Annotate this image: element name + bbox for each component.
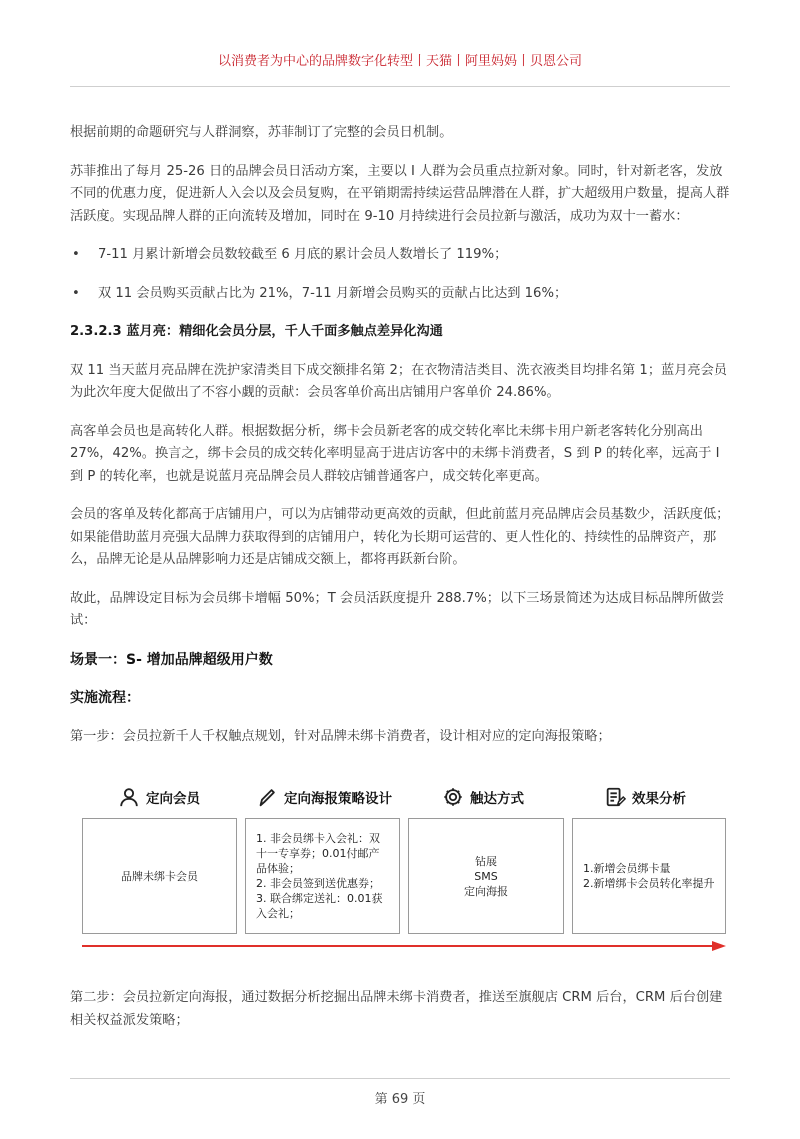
bullet-dot: • — [72, 247, 80, 262]
step-two-text: 第二步：会员拉新定向海报，通过数据分析挖掘出品牌未绑卡消费者，推送至旗舰店 CRM 后台，CRM 后台创建相关权益派发策略； — [70, 990, 723, 1028]
main-content-continued — [70, 987, 730, 1048]
paragraph-sophie-plan: 苏菲推出了每月 25-26 日的品牌会员日活动方案，主要以 I 人群为会员重点拉新对象。同时，针对新老客，发放不同的优惠力度，促进新人入会以及会员复购，在平销期需持续运营品牌潜在人群，扩大超级用户数量，提高人群活跃度。实现品牌人群的正向流转及增加，同时在 9-10 月持续进行会员拉新与激活，成功为双十一蓄水： — [70, 163, 730, 224]
document-edit-icon — [604, 786, 626, 808]
flow-headers — [82, 784, 726, 810]
footer-divider — [70, 1078, 730, 1079]
person-icon — [118, 786, 140, 808]
flow-header-effect — [604, 784, 686, 810]
poster-item: 2. 非会员签到送优惠券； — [256, 877, 380, 890]
paragraph-double11: 双 11 当天蓝月亮品牌在洗护家清类目下成交额排名第 2；在衣物清洁类目、洗衣液类目均排名第 1；蓝月亮会员为此次年度大促做出了不容小觑的贡献：会员客单价高出店铺用户客单价 24.86%。 — [70, 362, 727, 400]
flow-header-target — [118, 784, 200, 810]
flow-header-poster — [256, 784, 392, 810]
main-content — [70, 122, 730, 762]
scene-title: 场景一：S- 增加品牌超级用户数 — [70, 651, 273, 668]
page-header: 以消费者为中心的品牌数字化转型丨天猫丨阿里妈妈丨贝恩公司 — [217, 54, 582, 69]
flow-box-target — [82, 818, 237, 934]
bullet-text: 双 11 会员购买贡献占比为 21%，7-11 月新增会员购买的贡献占比达到 16%； — [98, 285, 568, 301]
step-one-text: 第一步：会员拉新千人千权触点规划，针对品牌未绑卡消费者，设计相对应的定向海报策略； — [70, 728, 611, 744]
poster-item: 1. 非会员绑卡入会礼：双十一专享券；0.01付邮产品体验； — [256, 832, 380, 875]
flow-header-label: 定向海报策略设计 — [284, 791, 392, 807]
section-heading: 2.3.2.3 蓝月亮：精细化会员分层，千人千面多触点差异化沟通 — [70, 324, 443, 339]
paragraph-member-value: 会员的客单及转化都高于店铺用户，可以为店铺带动更高效的贡献，但此前蓝月亮品牌店会员基数少，活跃度低；如果能借助蓝月亮强大品牌力获取得到的店铺用户，转化为长期可运营的、更人性化的、持续性的品牌资产，那么，品牌无论是从品牌影响力还是店铺成交额上，都将再跃新台阶。 — [70, 507, 730, 567]
flow-box-text — [246, 831, 399, 921]
reach-item: SMS — [474, 869, 498, 883]
flow-header-label: 定向会员 — [146, 791, 200, 807]
flow-box-text — [573, 861, 725, 891]
bullet-item — [70, 244, 730, 267]
paragraph-goals: 故此，品牌设定目标为会员绑卡增幅 50%；T 会员活跃度提升 288.7%；以下三场景简述为达成目标品牌所做尝试： — [70, 590, 725, 628]
bullet-item — [70, 283, 730, 306]
flow-box-text — [454, 854, 518, 899]
flow-box-reach — [408, 818, 564, 934]
page-number: 第 69 页 — [374, 1092, 426, 1107]
effect-item: 2.新增绑卡会员转化率提升 — [583, 877, 715, 890]
bullet-dot: • — [72, 285, 80, 301]
flow-diagram — [82, 784, 726, 954]
flow-arrow — [82, 941, 726, 951]
flow-header-reach — [442, 784, 524, 810]
reach-item: 钻展 — [475, 854, 497, 868]
flow-box-poster — [245, 818, 400, 934]
paragraph-intro: 根据前期的命题研究与人群洞察，苏菲制订了完整的会员日机制。 — [70, 125, 453, 140]
flow-header-label: 触达方式 — [470, 791, 524, 807]
poster-item: 3. 联合绑定送礼：0.01获入会礼； — [256, 892, 383, 920]
implementation-title: 实施流程： — [70, 690, 140, 706]
reach-item: 定向海报 — [464, 884, 508, 898]
header-divider — [70, 86, 730, 87]
paragraph-conversion: 高客单会员也是高转化人群。根据数据分析，绑卡会员新老客的成交转化率比未绑卡用户新老客转化分别高出 27%，42%。换言之，绑卡会员的成交转化率明显高于进店访客中的未绑卡消费者，S 到 P 的转化率，远高于 I 到 P 的转化率，也就是说蓝月亮品牌会员人群较店铺普通客户，成交转化率更高。 — [70, 423, 720, 484]
pen-icon — [256, 786, 278, 808]
flow-header-label: 效果分析 — [632, 791, 686, 807]
effect-item: 1.新增会员绑卡量 — [583, 862, 671, 875]
gear-icon — [442, 786, 464, 808]
bullet-text: 7-11 月累计新增会员数较截至 6 月底的累计会员人数增长了 119%； — [98, 247, 508, 262]
flow-box-text: 品牌未绑卡会员 — [121, 869, 198, 883]
flow-box-effect — [572, 818, 726, 934]
